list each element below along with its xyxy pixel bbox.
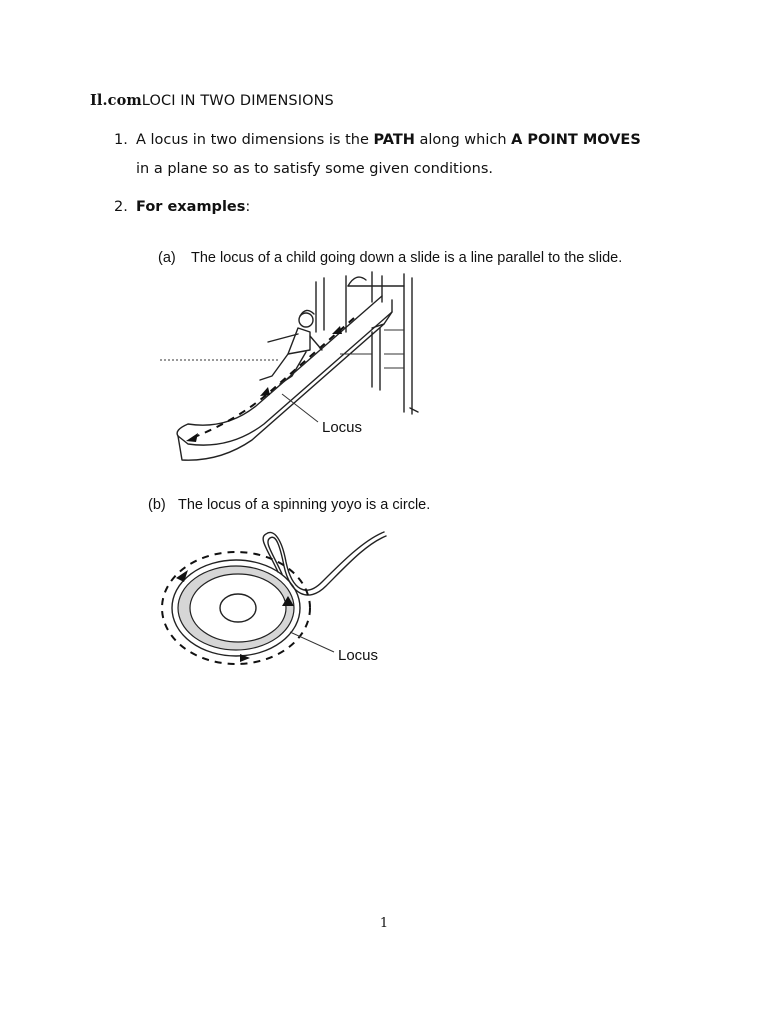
item-number: 2. [114,199,128,215]
figure-b-caption [148,497,430,513]
figure-b-label: (b) [148,497,166,513]
item-number: 1. [114,132,128,148]
figure-a-annotation: Locus [322,419,363,436]
item-text: A locus in two dimensions is the [136,132,374,148]
figure-b-caption-text: The locus of a spinning yoyo is a circle. [178,497,431,513]
list-item-1 [114,126,641,184]
item-text: along which [414,132,512,148]
item-suffix: : [245,199,251,215]
slide-illustration [160,272,430,472]
emphasis-examples: For examples [136,199,246,215]
figure-a-caption [158,250,622,266]
page-number: 1 [379,916,389,931]
list-item-2 [114,193,250,222]
yoyo-illustration [158,528,398,668]
figure-a-label: (a) [158,250,176,266]
emphasis-path: PATH [373,132,415,148]
title-prefix: Il.com [90,92,142,109]
title-main: LOCI IN TWO DIMENSIONS [141,93,334,109]
item-text-line2: in a plane so as to satisfy some given conditions. [136,161,493,177]
emphasis-point-moves: A POINT MOVES [511,132,641,148]
page-title [90,92,334,109]
figure-b-annotation: Locus [338,647,379,664]
figure-a-caption-text: The locus of a child going down a slide is a line parallel to the slide. [191,250,623,266]
